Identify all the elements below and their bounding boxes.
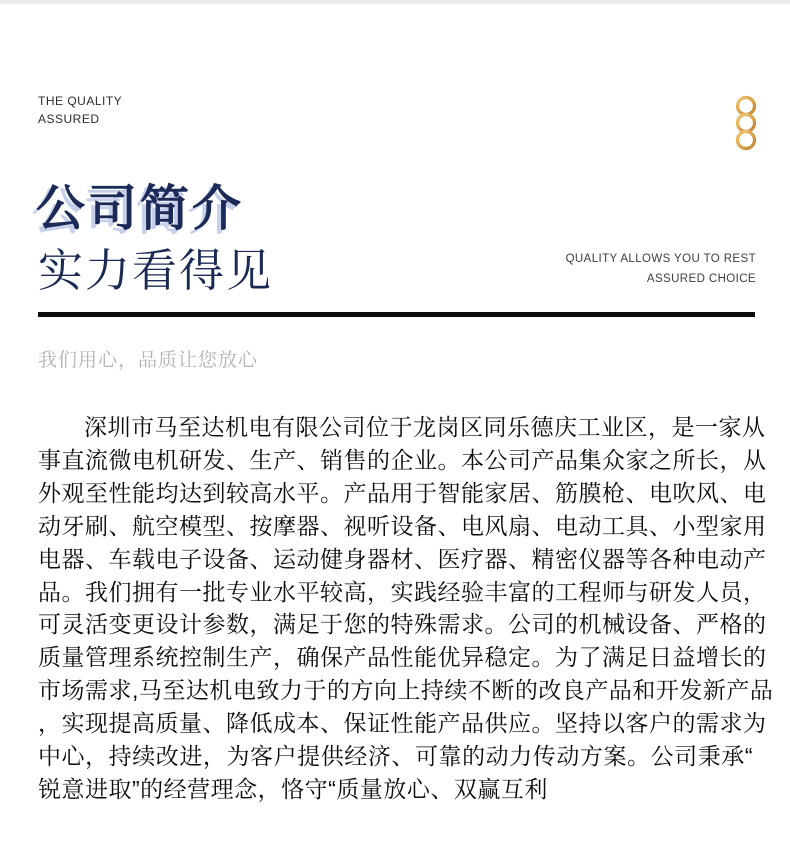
section-divider-rule	[38, 312, 755, 317]
paragraph-line: ，实现提高质量、降低成本、保证性能产品供应。坚持以客户的需求为	[38, 710, 767, 737]
company-intro-paragraph	[38, 411, 774, 806]
page-title: 公司简介	[36, 182, 245, 236]
top-divider-strip	[0, 0, 790, 4]
page-subtitle: 实力看得见	[38, 245, 274, 296]
lead-slogan: 我们用心，品质让您放心	[38, 350, 259, 371]
paragraph-line: 中心，持续改进，为客户提供经济、可靠的动力传动方案。公司秉承“	[38, 743, 753, 770]
paragraph-line: 可灵活变更设计参数，满足于您的特殊需求。公司的机械设备、严格的	[38, 611, 767, 638]
paragraph-line: 事直流微电机研发、生产、销售的企业。本公司产品集众家之所长，从	[38, 446, 767, 473]
quality-tagline-right	[566, 249, 756, 289]
paragraph-line: 锐意进取”的经营理念，恪守“质量放心、双赢互利	[38, 775, 548, 802]
gold-triple-rings-icon	[731, 95, 761, 151]
quality-tagline-right-line2: ASSURED CHOICE	[646, 273, 756, 285]
paragraph-line: 市场需求,马至达机电致力于的方向上持续不断的改良产品和开发新产品	[38, 677, 774, 704]
paragraph-line: 品。我们拥有一批专业水平较高，实践经验丰富的工程师与研发人员，	[38, 578, 767, 605]
paragraph-line: 电器、车载电子设备、运动健身器材、医疗器、精密仪器等各种电动产	[38, 545, 767, 572]
quality-tagline-left-line1: THE QUALITY	[38, 94, 123, 108]
paragraph-line: 质量管理系统控制生产，确保产品性能优异稳定。为了满足日益增长的	[38, 644, 767, 671]
quality-tagline-left	[38, 92, 122, 128]
quality-tagline-left-line2: ASSURED	[38, 112, 100, 126]
paragraph-line: 动牙刷、航空模型、按摩器、视听设备、电风扇、电动工具、小型家用	[38, 512, 767, 539]
paragraph-line: 外观至性能均达到较高水平。产品用于智能家居、筋膜枪、电吹风、电	[38, 479, 767, 506]
paragraph-line: 深圳市马至达机电有限公司位于龙岗区同乐德庆工业区，是一家从	[84, 414, 766, 440]
quality-tagline-right-line1: QUALITY ALLOWS YOU TO REST	[565, 253, 756, 265]
